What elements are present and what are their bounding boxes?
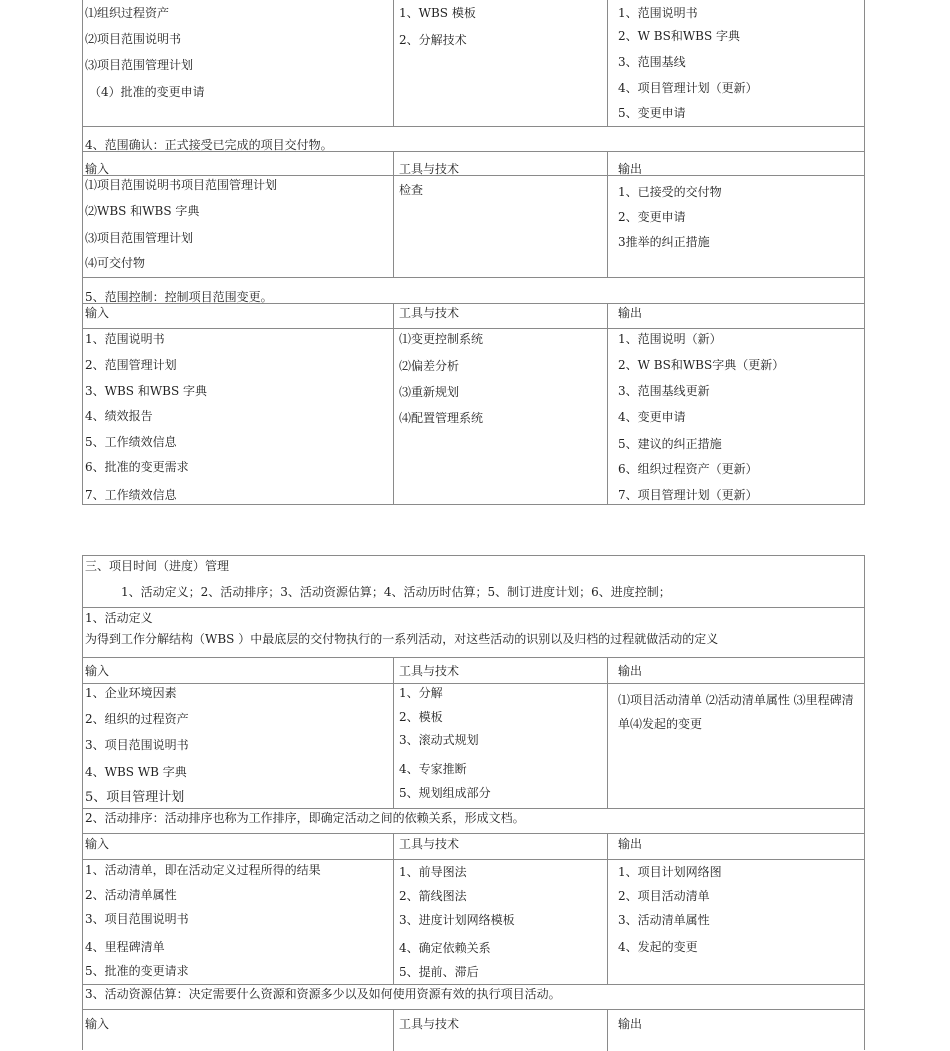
activity-def-header-row (83, 657, 864, 683)
list-item: 1、范围说明书 (618, 6, 698, 20)
scope-def-row (83, 0, 864, 126)
column-header: 输入 (85, 664, 110, 678)
activity-seq-row (83, 859, 864, 984)
column-header: 工具与技术 (399, 162, 460, 176)
list-item: 5、规划组成部分 (399, 786, 491, 800)
list-item: 4、变更申请 (618, 410, 686, 424)
list-item: ⑵项目范围说明书 (85, 32, 182, 46)
list-item: 3、滚动式规划 (399, 733, 479, 747)
list-item: 6、批准的变更需求 (85, 460, 189, 474)
list-item: 2、W BS和WBS字典（更新） (618, 358, 785, 372)
resource-est-header-row (83, 1009, 864, 1051)
column-header: 工具与技术 (399, 664, 460, 678)
activity-seq-title-row (83, 808, 864, 833)
list-item: ⑷可交付物 (85, 256, 146, 270)
list-item: 4、WBS WB 字典 (85, 765, 187, 779)
column-header: 工具与技术 (399, 306, 460, 320)
list-item: 3、WBS 和WBS 字典 (85, 384, 208, 398)
list-item: 3、项目范围说明书 (85, 738, 189, 752)
list-item: 1、企业环境因素 (85, 686, 177, 700)
list-item: 3、项目范围说明书 (85, 912, 189, 926)
list-item: 2、组织的过程资产 (85, 712, 189, 726)
column-header: 输入 (85, 1017, 110, 1031)
list-item: 4、发起的变更 (618, 940, 698, 954)
list-item: 5、项目管理计划 (85, 790, 185, 805)
list-item: 3、范围基线更新 (618, 384, 710, 398)
column-header: 输出 (618, 664, 643, 678)
scope-verify-title-row (83, 126, 864, 151)
list-item: ⑴项目范围说明书项目范围管理计划 (85, 178, 278, 192)
list-item: 1、分解 (399, 686, 443, 700)
list-item: 2、模板 (399, 710, 443, 724)
list-item: 3、进度计划网络模板 (399, 913, 515, 927)
list-item: 5、工作绩效信息 (85, 435, 177, 449)
section-heading: 2、活动排序：活动排序也称为工作排序，即确定活动之间的依赖关系，形成文档。 (85, 811, 525, 825)
column-header: 输出 (618, 837, 643, 851)
list-item: 2、项目活动清单 (618, 889, 710, 903)
list-item: ⑴组织过程资产 (85, 6, 170, 20)
list-item: 1、前导图法 (399, 865, 467, 879)
scope-verify-row (83, 175, 864, 277)
list-item: 4、确定依赖关系 (399, 941, 491, 955)
list-item: 2、分解技术 (399, 33, 467, 47)
list-item: ⑷配置管理系统 (399, 411, 484, 425)
list-item: 4、项目管理计划（更新） (618, 81, 758, 95)
list-item: 4、绩效报告 (85, 409, 153, 423)
list-item: 4、专家推断 (399, 762, 467, 776)
section-heading: 1、活动定义 (85, 611, 153, 625)
activity-def-title-row (83, 607, 864, 657)
list-item: 1、范围说明（新） (618, 332, 722, 346)
column-header: 输出 (618, 162, 643, 176)
column-header: 工具与技术 (399, 837, 460, 851)
column-header: 工具与技术 (399, 1017, 460, 1031)
section-heading: 4、范围确认：正式接受已完成的项目交付物。 (85, 138, 333, 152)
list-item: 3、活动清单属性 (618, 913, 710, 927)
section-heading: 三、项目时间（进度）管理 (85, 559, 230, 573)
list-item: 6、组织过程资产（更新） (618, 462, 758, 476)
list-item: 2、变更申请 (618, 210, 686, 224)
list-item: 1、WBS 模板 (399, 6, 476, 20)
list-item: 7、项目管理计划（更新） (618, 488, 758, 502)
list-item: 5、变更申请 (618, 106, 686, 120)
list-item: ⑵WBS 和WBS 字典 (85, 204, 200, 218)
section-description: 为得到工作分解结构（WBS ）中最底层的交付物执行的一系列活动，对这些活动的识别以及归档的过程就做活动的定义 (85, 632, 719, 646)
column-header: 输入 (85, 162, 110, 176)
list-item: 检查 (399, 183, 424, 197)
list-item: 7、工作绩效信息 (85, 488, 177, 502)
list-item: 2、箭线图法 (399, 889, 467, 903)
list-item: 5、批准的变更请求 (85, 964, 189, 978)
scope-table (82, 0, 865, 505)
scope-control-row (83, 328, 864, 505)
list-item: 2、W BS和WBS 字典 (618, 29, 741, 43)
column-header: 输入 (85, 837, 110, 851)
activity-seq-header-row (83, 833, 864, 859)
list-item: 5、提前、滞后 (399, 965, 479, 979)
list-item: 4、里程碑清单 (85, 940, 165, 954)
section-heading: 3、活动资源估算：决定需要什么资源和资源多少以及如何使用资源有效的执行项目活动。 (85, 987, 561, 1001)
list-item: 1、范围说明书 (85, 332, 165, 346)
resource-est-title-row (83, 984, 864, 1009)
list-item: ⑶项目范围管理计划 (85, 58, 194, 72)
scope-control-header-row (83, 303, 864, 328)
column-header: 输出 (618, 1017, 643, 1031)
list-item: 1、项目计划网络图 (618, 865, 722, 879)
list-item: ⑶重新规划 (399, 385, 460, 399)
list-item: 5、建议的纠正措施 (618, 437, 722, 451)
list-item: ⑶项目范围管理计划 (85, 231, 194, 245)
scope-control-title-row (83, 277, 864, 303)
time-mgmt-title-row (83, 556, 864, 607)
column-header: 输出 (618, 306, 643, 320)
activity-def-row (83, 683, 864, 808)
list-item: 2、范围管理计划 (85, 358, 177, 372)
list-item: 1、活动清单，即在活动定义过程所得的结果 (85, 863, 321, 877)
list-item: 2、活动清单属性 (85, 888, 177, 902)
process-list: 1、活动定义；2、活动排序；3、活动资源估算；4、活动历时估算；5、制订进度计划；6、进度控制； (121, 585, 671, 599)
list-item: （4）批准的变更申请 (89, 85, 205, 99)
list-item: 3、范围基线 (618, 55, 686, 69)
list-item: ⑴项目活动清单 ⑵活动清单属性 ⑶里程碑清单⑷发起的变更 (618, 693, 854, 731)
list-item: ⑴变更控制系统 (399, 332, 484, 346)
list-item: ⑵偏差分析 (399, 359, 460, 373)
section-heading: 5、范围控制：控制项目范围变更。 (85, 290, 273, 304)
list-item: 3推举的纠正措施 (618, 235, 710, 249)
list-item: 1、已接受的交付物 (618, 185, 722, 199)
scope-verify-header-row (83, 151, 864, 175)
time-mgmt-table (82, 555, 865, 1050)
column-header: 输入 (85, 306, 110, 320)
